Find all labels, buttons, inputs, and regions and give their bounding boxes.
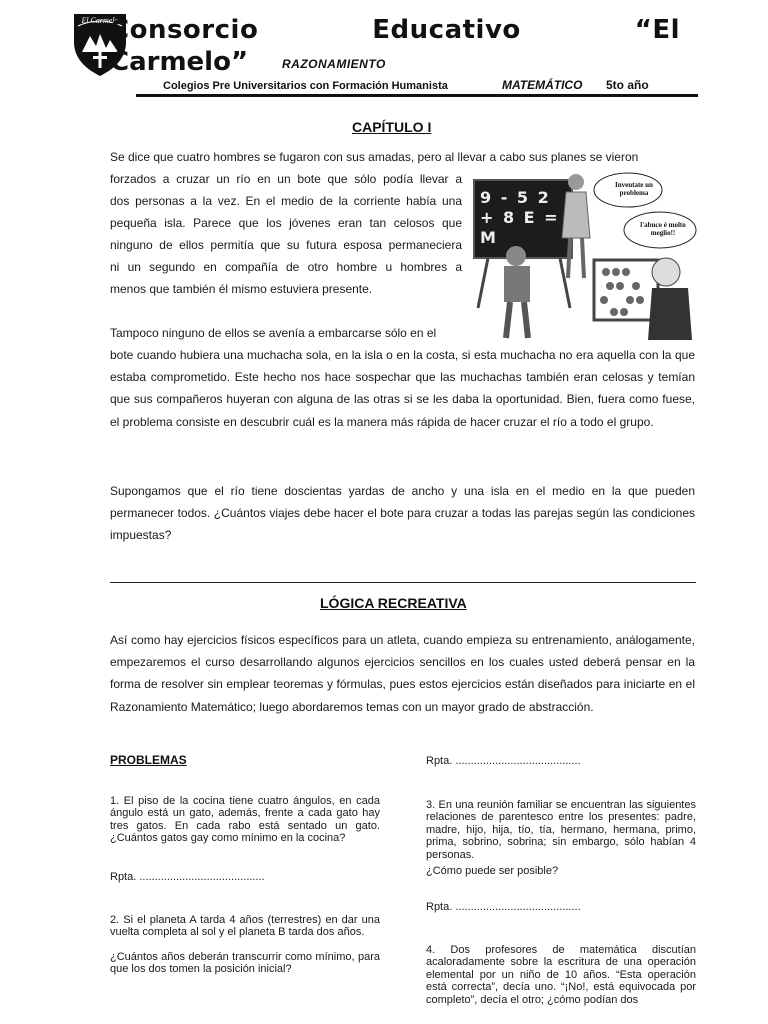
chapter-para3: Supongamos que el río tiene doscientas yardas de ancho y una isla en el medio en la que pueden permanecer todos. ¿Cuántos viajes debe hacer el bote para cruzar a todas las parejas según las condiciones impuestas? <box>110 484 695 543</box>
header-school: Colegios Pre Universitarios con Formación Humanista <box>163 80 448 92</box>
logica-title: LÓGICA RECREATIVA <box>320 595 467 611</box>
header-course: MATEMÁTICO <box>502 78 583 92</box>
problems-title: PROBLEMAS <box>110 753 187 767</box>
chapter-para1-line6: ni un segundo en compañía de otro hombre u hombres a <box>110 260 462 274</box>
blackboard-text: 9 - 5 2 + 8 E = M <box>480 188 558 247</box>
problem-3-b: ¿Cómo puede ser posible? <box>426 865 559 877</box>
header-title: Consorcio Educativo “El <box>110 15 680 45</box>
bubble-text-2: l'abuco é molto meglio!! <box>640 221 686 237</box>
section-separator <box>110 582 696 583</box>
logica-para: Así como hay ejercicios físicos específicos para un atleta, cuando empieza su entrenamiento, análogamente, empezaremos el curso desarrollando algunos ejercicios sencillos en los cuales usted deberá pensar en la forma de resolver sin emplear teoremas y fórmulas, pues estos ejercicios están diseñados para iniciarte en el Razonamiento Matemático; luego abordaremos temas con un mayor grado de abstracción. <box>110 633 695 714</box>
header-grade: 5to año <box>606 78 649 92</box>
header-subtitle: RAZONAMIENTO <box>282 57 386 71</box>
problem-3-rpta: Rpta. ......................................... <box>426 901 581 913</box>
chapter-para2-first: Tampoco ninguno de ellos se avenía a embarcarse sólo en el <box>110 326 437 340</box>
chapter-para1-line5: ninguno de ellos permitía que su futura esposa permaneciera <box>110 238 462 252</box>
chapter-para1-line7: menos que también él mismo estuviera presente. <box>110 282 373 296</box>
header-rule <box>136 94 698 97</box>
logo-text: El Carmelo <box>81 16 119 25</box>
bubble-text-1: Inventate un problema <box>615 181 653 197</box>
problem-1-rpta: Rpta. ......................................... <box>110 871 265 883</box>
problem-1: 1. El piso de la cocina tiene cuatro ángulos, en cada ángulo está un gato, además, frente a cada gato hay tres gatos. En cada rabo está sentado un gato. ¿Cuántos gatos gay como mínimo en la cocina? <box>110 795 380 845</box>
problem-2-a: 2. Si el planeta A tarda 4 años (terrestres) en dar una vuelta completa al sol y el planeta B tarda dos años. <box>110 914 380 939</box>
rpta-top: Rpta. ......................................... <box>426 755 581 767</box>
header-title-continued: Carmelo” <box>110 47 249 77</box>
chapter-para1-line1: Se dice que cuatro hombres se fugaron con sus amadas, pero al llevar a cabo sus planes se vieron <box>110 150 639 164</box>
problem-2-b: ¿Cuántos años deberán transcurrir como mínimo, para que los dos tomen la posición inicial? <box>110 951 380 976</box>
problem-3-a: 3. En una reunión familiar se encuentran las siguientes relaciones de parentesco entre los presentes: padre, madre, hijo, hija, tío, tía, hermano, hermana, primo, prima, sobrino, sobrina; sin embargo, sólo habían 4 personas. <box>426 799 696 861</box>
problem-4: 4. Dos profesores de matemática discutían acaloradamente sobre la escritura de una operación elemental por un niño de 10 años. “Esta operación está correcta”, decía uno. “¡No!, está equivocada por completo”, decía el otro; ¿cómo podían dos <box>426 944 696 1006</box>
chapter-para1-line3: dos personas a la vez. En el medio de la corriente había una <box>110 194 462 208</box>
chapter-title: CAPÍTULO I <box>352 119 432 135</box>
chapter-para1-line2: forzados a cruzar un río en un bote que sólo podía llevar a <box>110 172 462 186</box>
chapter-para1-line4: pequeña isla. Parece que los jóvenes eran tan celosos que <box>110 216 462 230</box>
chapter-para2: bote cuando hubiera una muchacha sola, en la isla o en la costa, si esta muchacha no era aquella con la que estaba comprometido. Este hecho nos hace sospechar que las muchachas también eran celosas y temían que sus compañeros huyeran con alguna de las otras si se les daba la oportunidad. Bien, fuera como fuese, el problema consiste en descubrir cuál es la manera más rápida de hacer cruzar el río a todo el grupo. <box>110 348 695 429</box>
